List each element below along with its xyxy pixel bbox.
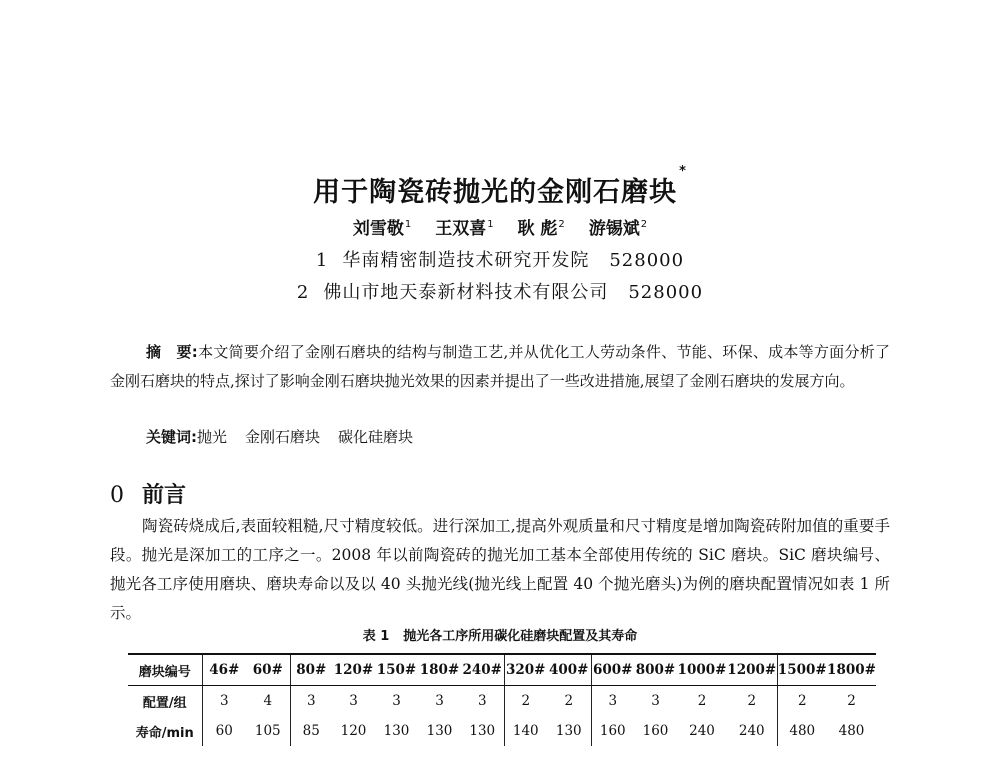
- table-cell: 130: [461, 716, 504, 746]
- table-cell: 130: [383, 723, 410, 739]
- row-label: 磨块编号: [128, 654, 202, 686]
- abstract: [110, 338, 890, 396]
- table-cell: 1000#: [677, 654, 727, 686]
- section-heading: 0 前言: [110, 483, 187, 508]
- table-cell: 160: [642, 723, 669, 739]
- table-cell: 240: [689, 723, 715, 739]
- title-footnote-mark: *: [679, 164, 687, 179]
- table-cell: 3: [651, 693, 660, 709]
- table-cell: 2: [697, 693, 707, 709]
- affiliation-2: 2 佛山市地天泰新材料技术有限公司 528000: [296, 282, 704, 303]
- table-1: [128, 653, 876, 746]
- abstract-label: 摘 要:: [146, 343, 198, 361]
- author: 王双喜$^1$: [435, 219, 494, 239]
- paper-title: [0, 164, 1000, 209]
- body-paragraph: 陶瓷砖烧成后,表面较粗糙,尺寸精度较低。进行深加工,提高外观质量和尺寸精度是增加陶瓷砖附加值的重要手段。抛光是深加工的工序之一。2008 年以前陶瓷砖的抛光加工基本全部使用传统的 SiC 磨块。SiC 磨块编号、抛光各工序使用磨块、磨块寿命以及以 40 头抛光线(抛光线上配置 40 个抛光磨头)为例的磨块配置情况如表 1 所示。: [110, 517, 890, 622]
- keyword: 抛光: [197, 428, 228, 446]
- keywords: [146, 426, 431, 447]
- table-cell: 160: [591, 716, 634, 746]
- table-cell: 3: [202, 686, 246, 717]
- table-row: [128, 716, 876, 746]
- table-cell: 240: [727, 716, 777, 746]
- table-row: [128, 686, 876, 717]
- table-cell: 2: [547, 686, 591, 717]
- keyword: 碳化硅磨块: [338, 428, 414, 446]
- table-cell: 3: [349, 693, 358, 709]
- table-caption: 表 1 抛光各工序所用碳化硅磨块配置及其寿命: [362, 629, 638, 644]
- table-cell: 3: [591, 686, 634, 717]
- table-cell: 1200#: [727, 654, 777, 686]
- row-label: 寿命/min: [128, 716, 202, 746]
- author: 刘雪敬$^1$: [352, 219, 412, 239]
- abstract-text: 本文简要介绍了金刚石磨块的结构与制造工艺,并从优化工人劳动条件、节能、环保、成本等方面分析了金刚石磨块的特点,探讨了影响金刚石磨块抛光效果的因素并提出了一些改进措施,展望了金刚石磨块的发展方向。: [110, 343, 890, 390]
- table-cell: 2: [777, 686, 827, 717]
- table-cell: 400#: [547, 654, 591, 686]
- table-cell: 85: [290, 716, 332, 746]
- table-cell: 150#: [375, 654, 418, 686]
- table-cell: 130: [547, 716, 591, 746]
- keyword: 金刚石磨块: [245, 428, 321, 446]
- table-cell: 3: [392, 693, 401, 709]
- table-cell: 2: [847, 693, 856, 709]
- table-cell: 480: [777, 716, 827, 746]
- row-label: 配置/组: [128, 686, 202, 717]
- table-cell: 600#: [591, 654, 634, 686]
- grinding-block-table: [128, 653, 876, 746]
- table-cell: 240#: [461, 654, 504, 686]
- table-cell: 2: [727, 686, 777, 717]
- table-cell: 180#: [418, 654, 461, 686]
- table-cell: 3: [290, 686, 332, 717]
- table-cell: 120#: [332, 654, 375, 686]
- table-cell: 320#: [504, 654, 547, 686]
- table-cell: 3: [461, 686, 504, 717]
- author: 耿 彪$^2$: [517, 219, 565, 239]
- table-cell: 1500#: [777, 654, 827, 686]
- table-cell: 3: [435, 693, 444, 709]
- table-cell: 80#: [290, 654, 332, 686]
- table-cell: 140: [504, 716, 547, 746]
- table-cell: 1800#: [827, 654, 876, 686]
- table-cell: 105: [246, 716, 290, 746]
- table-cell: 800#: [634, 654, 677, 686]
- table-cell: 2: [504, 686, 547, 717]
- table-cell: 4: [246, 686, 290, 717]
- table-header-row: [128, 654, 876, 686]
- table-cell: 480: [838, 723, 865, 739]
- author-list: [0, 214, 1000, 239]
- table-cell: 46#: [202, 654, 246, 686]
- table-cell: 60#: [246, 654, 290, 686]
- table-cell: 130: [426, 723, 453, 739]
- table-cell: 120: [340, 723, 367, 739]
- author: 游锡斌$^2$: [588, 219, 648, 239]
- paper-title-text: 用于陶瓷砖抛光的金刚石磨块: [313, 177, 678, 208]
- affiliation-1: 1 华南精密制造技术研究开发院 528000: [315, 250, 685, 271]
- keywords-label: 关键词:: [146, 428, 197, 446]
- table-cell: 60: [202, 716, 246, 746]
